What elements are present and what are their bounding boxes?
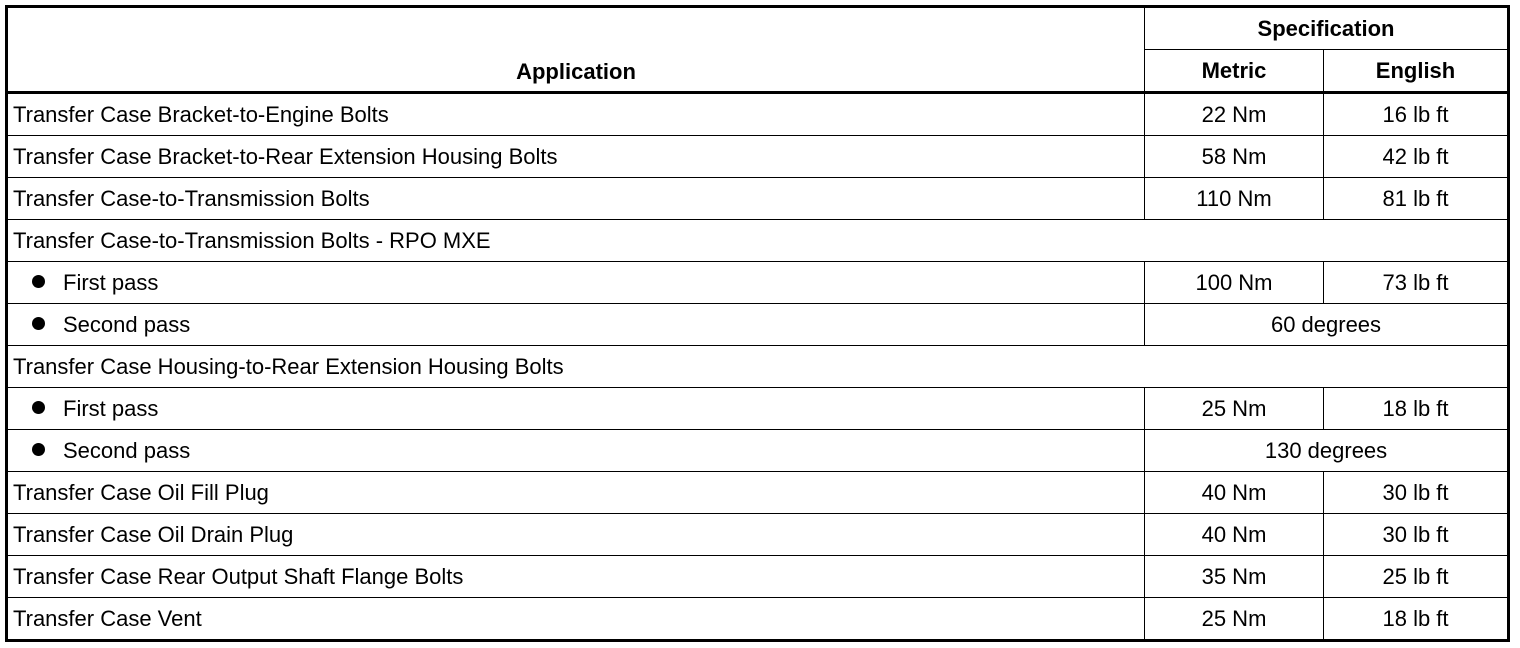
english-cell: 18 lb ft	[1324, 388, 1509, 430]
table-row	[7, 556, 1509, 598]
metric-cell: 25 Nm	[1145, 388, 1324, 430]
angle-spec-cell: 130 degrees	[1145, 430, 1509, 472]
english-cell: 30 lb ft	[1324, 514, 1509, 556]
english-cell: 42 lb ft	[1324, 136, 1509, 178]
metric-cell: 22 Nm	[1145, 93, 1324, 136]
sub-step-label: Second pass	[63, 437, 191, 463]
bullet-icon	[32, 401, 45, 414]
header-application: Application	[7, 7, 1145, 93]
torque-spec-table	[5, 5, 1510, 642]
application-group-cell: Transfer Case Housing-to-Rear Extension Housing Bolts	[7, 346, 1509, 388]
application-sub-cell	[7, 262, 1145, 304]
english-cell: 81 lb ft	[1324, 178, 1509, 220]
application-cell: Transfer Case Rear Output Shaft Flange Bolts	[7, 556, 1145, 598]
table-row-group-header	[7, 220, 1509, 262]
table-header	[7, 7, 1509, 93]
metric-cell: 58 Nm	[1145, 136, 1324, 178]
sub-step-label: First pass	[63, 269, 159, 295]
bullet-icon	[32, 443, 45, 456]
application-cell: Transfer Case-to-Transmission Bolts	[7, 178, 1145, 220]
table-row	[7, 514, 1509, 556]
table-row	[7, 136, 1509, 178]
table-row-group-header	[7, 346, 1509, 388]
english-cell: 18 lb ft	[1324, 598, 1509, 641]
application-cell: Transfer Case Vent	[7, 598, 1145, 641]
english-cell: 73 lb ft	[1324, 262, 1509, 304]
header-row	[7, 7, 1509, 50]
english-cell: 25 lb ft	[1324, 556, 1509, 598]
metric-cell: 25 Nm	[1145, 598, 1324, 641]
application-cell: Transfer Case Oil Drain Plug	[7, 514, 1145, 556]
application-sub-cell	[7, 388, 1145, 430]
header-english: English	[1324, 50, 1509, 93]
english-cell: 30 lb ft	[1324, 472, 1509, 514]
sub-step-label: First pass	[63, 395, 159, 421]
header-metric: Metric	[1145, 50, 1324, 93]
header-specification: Specification	[1145, 7, 1509, 50]
english-cell: 16 lb ft	[1324, 93, 1509, 136]
table-row-sub	[7, 262, 1509, 304]
table-row	[7, 472, 1509, 514]
metric-cell: 40 Nm	[1145, 472, 1324, 514]
table-body	[7, 93, 1509, 641]
table-row-sub	[7, 304, 1509, 346]
metric-cell: 100 Nm	[1145, 262, 1324, 304]
table-row	[7, 598, 1509, 641]
application-cell: Transfer Case Bracket-to-Engine Bolts	[7, 93, 1145, 136]
angle-spec-cell: 60 degrees	[1145, 304, 1509, 346]
application-group-cell: Transfer Case-to-Transmission Bolts - RPO MXE	[7, 220, 1509, 262]
bullet-icon	[32, 317, 45, 330]
application-cell: Transfer Case Oil Fill Plug	[7, 472, 1145, 514]
table-row	[7, 93, 1509, 136]
application-sub-cell	[7, 430, 1145, 472]
application-cell: Transfer Case Bracket-to-Rear Extension Housing Bolts	[7, 136, 1145, 178]
application-sub-cell	[7, 304, 1145, 346]
sub-step-label: Second pass	[63, 311, 191, 337]
table-row-sub	[7, 430, 1509, 472]
metric-cell: 40 Nm	[1145, 514, 1324, 556]
metric-cell: 35 Nm	[1145, 556, 1324, 598]
bullet-icon	[32, 275, 45, 288]
table-row-sub	[7, 388, 1509, 430]
metric-cell: 110 Nm	[1145, 178, 1324, 220]
table-row	[7, 178, 1509, 220]
